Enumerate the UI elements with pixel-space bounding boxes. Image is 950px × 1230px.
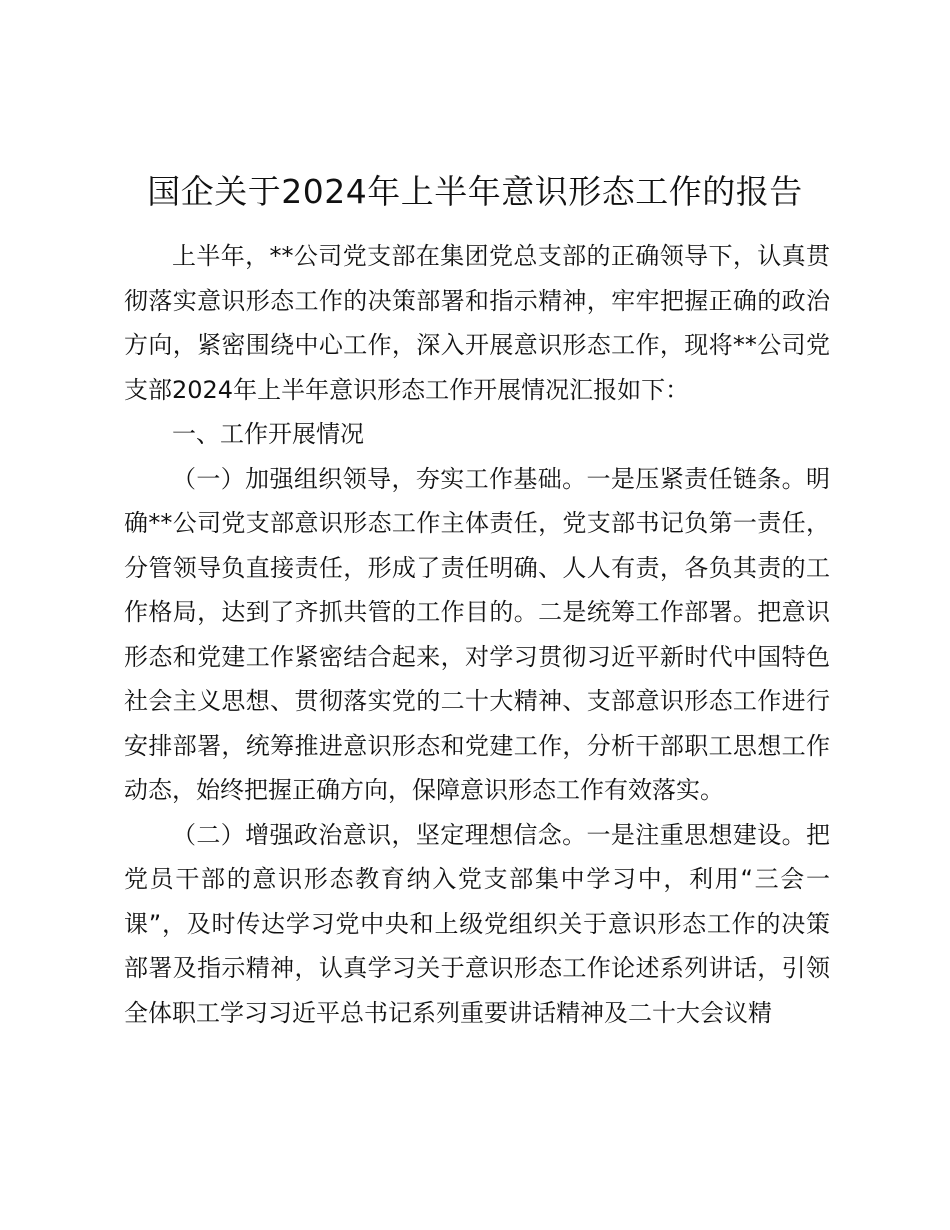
section-heading: 一、工作开展情况 <box>172 420 364 448</box>
document-title: 国企关于2024年上半年意识形态工作的报告 <box>147 172 803 211</box>
intro-paragraph: 上半年，**公司党支部在集团党总支部的正确领导下，认真贯彻落实意识形态工作的决策部署和指示精神，牢牢把握正确的政治方向，紧密围绕中心工作，深入开展意识形态工作，现将**公司党支部2024年上半年意识形态工作开展情况汇报如下： <box>124 242 830 404</box>
subsection-paragraph-1: （一）加强组织领导，夯实工作基础。一是压紧责任链条。明确**公司党支部意识形态工作主体责任，党支部书记负第一责任，分管领导负直接责任，形成了责任明确、人人有责，各负其责的工作格局，达到了齐抓共管的工作目的。二是统筹工作部署。把意识形态和党建工作紧密结合起来，对学习贯彻习近平新时代中国特色社会主义思想、贯彻落实党的二十大精神、支部意识形态工作进行安排部署，统筹推进意识形态和党建工作，分析干部职工思想工作动态，始终把握正确方向，保障意识形态工作有效落实。 <box>124 464 830 804</box>
subsection-paragraph-2: （二）增强政治意识，坚定理想信念。一是注重思想建设。把党员干部的意识形态教育纳入党支部集中学习中，利用“三会一课”，及时传达学习党中央和上级党组织关于意识形态工作的决策部署及指示精神，认真学习关于意识形态工作论述系列讲话，引领全体职工学习习近平总书记系列重要讲话精神及二十大会议精 <box>124 820 830 1027</box>
document-body <box>124 234 830 1035</box>
